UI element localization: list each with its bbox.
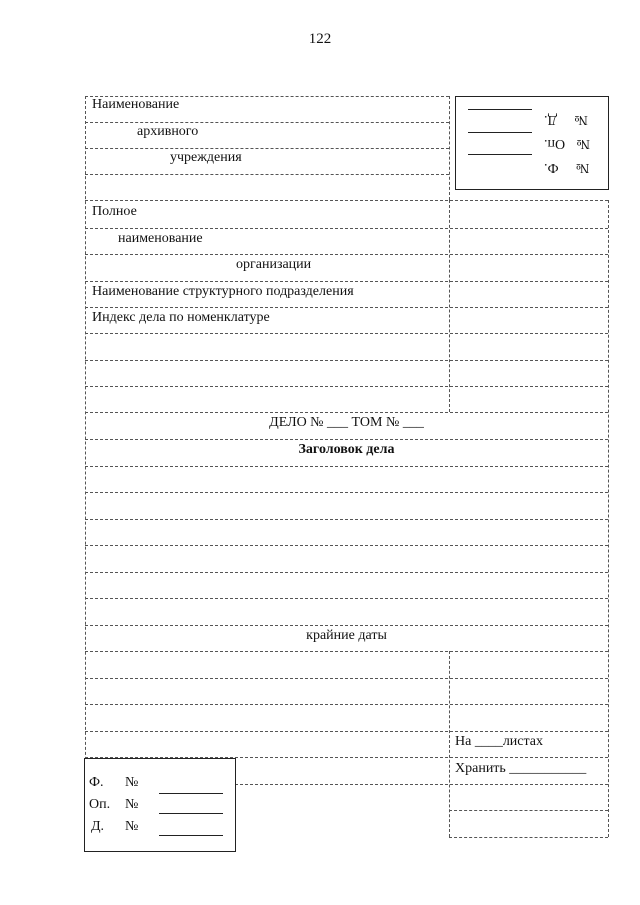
inverted-line-1: № Д. xyxy=(544,112,588,127)
fund-number-sign: № xyxy=(125,775,139,790)
archive-name-line-1: Наименование xyxy=(92,97,180,112)
case-heading: Заголовок дела xyxy=(298,442,395,457)
keep-label: Хранить ___________ xyxy=(455,761,587,776)
top-block-divider xyxy=(449,96,450,200)
org-name-line-2: наименование xyxy=(118,231,203,246)
fund-label: Ф. xyxy=(89,775,104,790)
inverted-line-3: № Ф. xyxy=(544,160,590,175)
archive-code-box xyxy=(84,758,236,852)
org-name-line-3: организации xyxy=(236,257,312,272)
page-number: 122 xyxy=(308,31,332,47)
form-left-border xyxy=(85,96,86,850)
inverted-line-2: № Оп. xyxy=(544,136,590,151)
inventory-number-sign: № xyxy=(125,797,139,812)
archive-name-line-3: учреждения xyxy=(170,150,242,165)
case-label: Д. xyxy=(91,819,105,834)
form-right-border xyxy=(608,200,609,837)
archive-name-line-2: архивного xyxy=(137,124,199,139)
subdivision-label: Наименование структурного подразделения xyxy=(92,284,354,299)
org-name-line-1: Полное xyxy=(92,204,137,219)
dates-label: крайние даты xyxy=(306,628,387,643)
index-label: Индекс дела по номенклатуре xyxy=(92,310,270,325)
sheets-label: На ____листах xyxy=(455,734,544,749)
case-number-sign: № xyxy=(125,819,139,834)
archive-code-box-inverted xyxy=(455,96,609,190)
inventory-label: Оп. xyxy=(89,797,111,812)
header-column-divider xyxy=(449,200,450,412)
case-title: ДЕЛО № ___ ТОМ № ___ xyxy=(269,415,424,430)
